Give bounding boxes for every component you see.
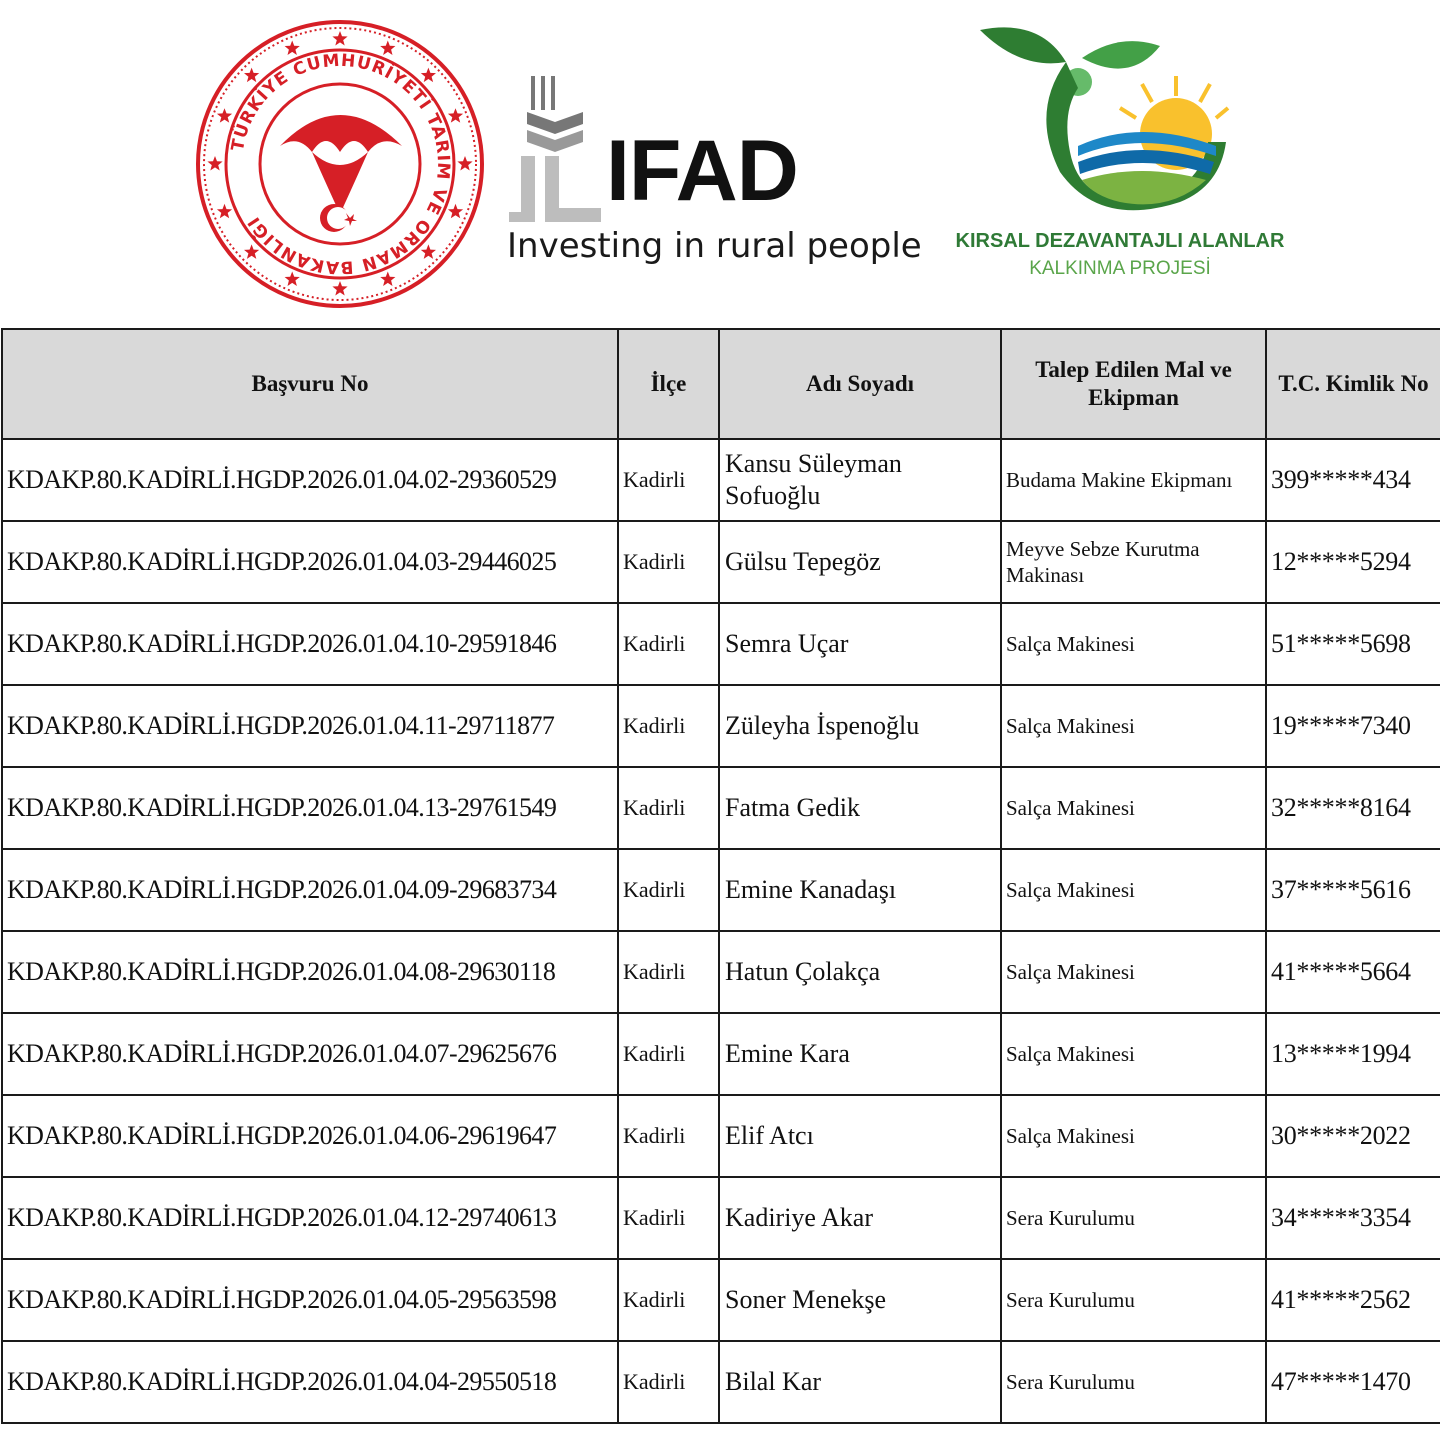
seal-star-icon <box>217 204 232 219</box>
tc-kimlik-no-cell: 19*****7340 <box>1266 685 1440 767</box>
kdakp-title: KIRSAL DEZAVANTAJLI ALANLAR <box>955 230 1285 252</box>
ilce-cell: Kadirli <box>618 1341 719 1423</box>
table-row <box>2 685 1440 767</box>
adi-soyadi-cell: Emine Kanadaşı <box>719 849 1001 931</box>
seal-text: TÜRKİYE CUMHURİYETİ TARIM VE ORMAN BAKANLIĞI <box>227 50 454 278</box>
seal-star-icon <box>285 272 300 287</box>
basvuru-no-cell: KDAKP.80.KADİRLİ.HGDP.2026.01.04.11-29711877 <box>2 685 618 767</box>
basvuru-no-cell: KDAKP.80.KADİRLİ.HGDP.2026.01.04.12-29740613 <box>2 1177 618 1259</box>
ilce-cell: Kadirli <box>618 603 719 685</box>
talep-edilen-cell: Meyve Sebze Kurutma Makinası <box>1001 521 1266 603</box>
basvuru-no-cell: KDAKP.80.KADİRLİ.HGDP.2026.01.04.05-29563598 <box>2 1259 618 1341</box>
seal-star-icon <box>448 204 463 219</box>
ilce-cell: Kadirli <box>618 439 719 521</box>
basvuru-no-cell: KDAKP.80.KADİRLİ.HGDP.2026.01.04.10-29591846 <box>2 603 618 685</box>
seal-star-icon <box>207 156 222 171</box>
ifad-logo <box>505 70 925 280</box>
seal-star-icon <box>380 272 395 287</box>
column-header-basvuru-no: Başvuru No <box>2 329 618 439</box>
adi-soyadi-cell: Soner Menekşe <box>719 1259 1001 1341</box>
basvuru-no-cell: KDAKP.80.KADİRLİ.HGDP.2026.01.04.07-29625676 <box>2 1013 618 1095</box>
tc-kimlik-no-cell: 399*****434 <box>1266 439 1440 521</box>
table-row <box>2 603 1440 685</box>
talep-edilen-cell: Salça Makinesi <box>1001 1095 1266 1177</box>
table-row <box>2 1013 1440 1095</box>
ilce-cell: Kadirli <box>618 1177 719 1259</box>
talep-edilen-cell: Sera Kurulumu <box>1001 1259 1266 1341</box>
table-row <box>2 1259 1440 1341</box>
tc-kimlik-no-cell: 30*****2022 <box>1266 1095 1440 1177</box>
basvuru-no-cell: KDAKP.80.KADİRLİ.HGDP.2026.01.04.04-29550518 <box>2 1341 618 1423</box>
adi-soyadi-cell: Fatma Gedik <box>719 767 1001 849</box>
tc-kimlik-no-cell: 13*****1994 <box>1266 1013 1440 1095</box>
talep-edilen-cell: Sera Kurulumu <box>1001 1177 1266 1259</box>
column-header-talep-edilen: Talep Edilen Mal ve Ekipman <box>1001 329 1266 439</box>
seal-star-icon <box>332 31 347 46</box>
ilce-cell: Kadirli <box>618 1259 719 1341</box>
seal-star-icon <box>421 68 436 83</box>
talep-edilen-cell: Salça Makinesi <box>1001 603 1266 685</box>
talep-edilen-cell: Sera Kurulumu <box>1001 1341 1266 1423</box>
tc-kimlik-no-cell: 41*****5664 <box>1266 931 1440 1013</box>
basvuru-no-cell: KDAKP.80.KADİRLİ.HGDP.2026.01.04.13-29761549 <box>2 767 618 849</box>
tc-kimlik-no-cell: 32*****8164 <box>1266 767 1440 849</box>
ilce-cell: Kadirli <box>618 849 719 931</box>
kdakp-subtitle: KALKINMA PROJESİ <box>1029 258 1211 279</box>
tc-kimlik-no-cell: 47*****1470 <box>1266 1341 1440 1423</box>
adi-soyadi-cell: Semra Uçar <box>719 603 1001 685</box>
table-body <box>2 439 1440 1423</box>
talep-edilen-cell: Budama Makine Ekipmanı <box>1001 439 1266 521</box>
talep-edilen-cell: Salça Makinesi <box>1001 849 1266 931</box>
kdakp-logo <box>940 22 1300 292</box>
table-row <box>2 439 1440 521</box>
adi-soyadi-cell: Elif Atcı <box>719 1095 1001 1177</box>
seal-star-icon <box>380 41 395 56</box>
tc-kimlik-no-cell: 37*****5616 <box>1266 849 1440 931</box>
seal-star-icon <box>285 41 300 56</box>
talep-edilen-cell: Salça Makinesi <box>1001 767 1266 849</box>
ministry-seal-logo <box>192 18 488 310</box>
tc-kimlik-no-cell: 12*****5294 <box>1266 521 1440 603</box>
adi-soyadi-cell: Emine Kara <box>719 1013 1001 1095</box>
ilce-cell: Kadirli <box>618 521 719 603</box>
adi-soyadi-cell: Kansu Süleyman Sofuoğlu <box>719 439 1001 521</box>
ilce-cell: Kadirli <box>618 931 719 1013</box>
table-row <box>2 767 1440 849</box>
logo-bar <box>0 0 1440 328</box>
seal-star-icon <box>457 156 472 171</box>
tc-kimlik-no-cell: 34*****3354 <box>1266 1177 1440 1259</box>
seal-star-icon <box>244 244 259 259</box>
tc-kimlik-no-cell: 41*****2562 <box>1266 1259 1440 1341</box>
seal-star-icon <box>217 108 232 122</box>
tc-kimlik-no-cell: 51*****5698 <box>1266 603 1440 685</box>
column-header-tc-kimlik-no: T.C. Kimlik No <box>1266 329 1440 439</box>
column-header-adi-soyadi: Adı Soyadı <box>719 329 1001 439</box>
basvuru-no-cell: KDAKP.80.KADİRLİ.HGDP.2026.01.04.08-29630118 <box>2 931 618 1013</box>
basvuru-no-cell: KDAKP.80.KADİRLİ.HGDP.2026.01.04.09-29683734 <box>2 849 618 931</box>
column-header-ilce: İlçe <box>618 329 719 439</box>
ifad-wheat-icon <box>505 72 605 222</box>
talep-edilen-cell: Salça Makinesi <box>1001 931 1266 1013</box>
adi-soyadi-cell: Kadiriye Akar <box>719 1177 1001 1259</box>
adi-soyadi-cell: Züleyha İspenoğlu <box>719 685 1001 767</box>
table-row <box>2 521 1440 603</box>
applications-table <box>1 328 1440 1424</box>
seal-star-icon <box>332 281 347 296</box>
ilce-cell: Kadirli <box>618 685 719 767</box>
ilce-cell: Kadirli <box>618 1095 719 1177</box>
kdakp-emblem-icon <box>970 22 1230 228</box>
seal-star-icon <box>448 108 463 122</box>
table-row <box>2 1177 1440 1259</box>
basvuru-no-cell: KDAKP.80.KADİRLİ.HGDP.2026.01.04.03-29446025 <box>2 521 618 603</box>
table-row <box>2 849 1440 931</box>
table-row <box>2 1341 1440 1423</box>
ifad-wordmark: IFAD <box>606 123 798 219</box>
basvuru-no-cell: KDAKP.80.KADİRLİ.HGDP.2026.01.04.06-29619647 <box>2 1095 618 1177</box>
adi-soyadi-cell: Hatun Çolakça <box>719 931 1001 1013</box>
table-header-row <box>2 329 1440 439</box>
talep-edilen-cell: Salça Makinesi <box>1001 685 1266 767</box>
talep-edilen-cell: Salça Makinesi <box>1001 1013 1266 1095</box>
basvuru-no-cell: KDAKP.80.KADİRLİ.HGDP.2026.01.04.02-29360529 <box>2 439 618 521</box>
table-row <box>2 1095 1440 1177</box>
seal-star-icon <box>244 68 259 83</box>
ilce-cell: Kadirli <box>618 1013 719 1095</box>
adi-soyadi-cell: Bilal Kar <box>719 1341 1001 1423</box>
table-row <box>2 931 1440 1013</box>
ilce-cell: Kadirli <box>618 767 719 849</box>
seal-star-icon <box>421 244 436 259</box>
ifad-tagline: Investing in rural people <box>507 226 922 266</box>
adi-soyadi-cell: Gülsu Tepegöz <box>719 521 1001 603</box>
